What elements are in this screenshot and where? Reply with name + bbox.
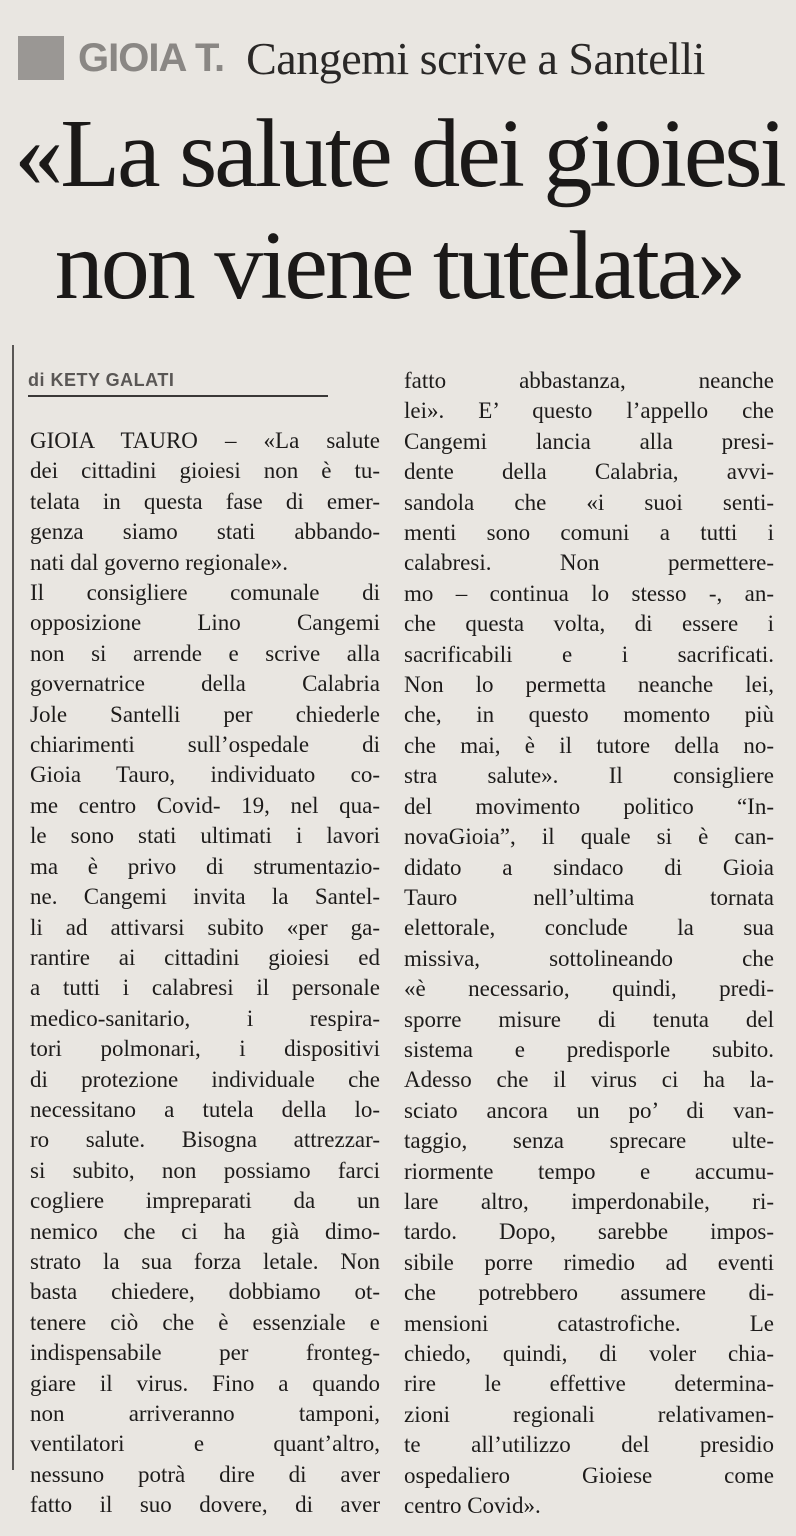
text-line: sibile porre rimedio ad eventi [404,1249,774,1275]
kicker-text: Cangemi scrive a Santelli [246,32,705,84]
text-line: nemico che ci ha già dimo- [30,1218,380,1244]
text-line: basta chiedere, dobbiamo ot- [30,1279,380,1305]
text-line: tori polmonari, i dispositivi [30,1036,380,1062]
text-line: le sono stati ultimati i lavori [30,823,380,849]
text-line: li ad attivarsi subito «per ga- [30,914,380,940]
kicker [18,28,788,88]
text-line: del movimento politico “In- [404,793,774,819]
text-line: necessitano a tutela della lo- [30,1096,380,1122]
text-line: riormente tempo e accumu- [404,1158,774,1184]
text-line: Gioia Tauro, individuato co- [30,762,380,788]
text-line: nessuno potrà dire di aver [30,1461,380,1487]
text-line: zioni regionali relativamen- [404,1401,774,1427]
text-line: centro Covid». [404,1493,541,1519]
text-line: didato a sindaco di Gioia [404,854,774,880]
text-line: che questa volta, di essere i [404,611,774,637]
text-line: mo – continua lo stesso -, an- [404,580,774,606]
text-line: chiarimenti sull’ospedale di [30,732,380,758]
text-line: fatto il suo dovere, di aver [30,1492,380,1518]
text-line: lare altro, imperdonabile, ri- [404,1188,774,1214]
text-line: GIOIA TAURO – «La salute [30,428,380,453]
text-line: medico-sanitario, i respira- [30,1005,380,1031]
text-line: rire le effettive determina- [404,1371,774,1397]
text-line: missiva, sottolineando che [404,945,774,971]
text-line: «è necessario, quindi, predi- [404,976,774,1002]
text-line: chiedo, quindi, di voler chia- [404,1341,774,1366]
text-line: ro salute. Bisogna attrezzar- [30,1127,380,1153]
text-line: sacrificabili e i sacrificati. [404,641,774,667]
text-line: Tauro nell’ultima tornata [404,884,774,910]
section-marker-square [18,36,64,80]
text-line: ma è privo di strumentazio- [30,853,380,879]
text-line: sistema e predisporle subito. [404,1036,774,1062]
text-line: si subito, non possiamo farci [30,1157,380,1183]
text-line: telata in questa fase di emer- [30,488,380,514]
article-column-right [404,366,774,1521]
text-line: dente della Calabria, avvi- [404,459,774,485]
text-line: di protezione individuale che [30,1066,380,1092]
text-line: tardo. Dopo, sarebbe impos- [404,1219,774,1245]
text-line: ospedaliero Gioiese come [404,1462,774,1488]
text-line: non si arrende e scrive alla [30,640,380,666]
article-column-left [30,426,380,1521]
text-line: Il consigliere comunale di [30,580,380,606]
text-line: menti sono comuni a tutti i [404,520,774,546]
text-line: opposizione Lino Cangemi [30,610,380,636]
text-line: sporre misure di tenuta del [404,1006,774,1032]
text-line: te all’utilizzo del presidio [404,1432,774,1458]
text-line: genza siamo stati abbando- [30,519,380,545]
text-line: ne. Cangemi invita la Santel- [30,884,380,910]
left-column-rule [12,345,14,1470]
text-line: me centro Covid- 19, nel qua- [30,792,380,818]
text-line: che, in questo momento più [404,702,774,728]
text-line: elettorale, conclude la sua [404,915,774,941]
text-line: taggio, senza sprecare ulte- [404,1128,774,1154]
text-line: a tutti i calabresi il personale [30,975,380,1001]
text-line: Adesso che il virus ci ha la- [404,1067,774,1093]
text-line: novaGioia”, il quale si è can- [404,824,774,850]
text-line: rantire ai cittadini gioiesi ed [30,944,380,970]
text-line: sciato ancora un po’ di van- [404,1097,774,1123]
text-line: che mai, è il tutore della no- [404,732,774,758]
headline [14,98,784,322]
text-line: calabresi. Non permettere- [404,550,774,576]
text-line: Jole Santelli per chiederle [30,701,380,727]
text-line: Cangemi lancia alla presi- [404,428,774,454]
byline: di KETY GALATI [28,370,328,397]
section-tag: GIOIA T. [78,35,225,80]
headline-line: non viene tutelata» [54,212,744,320]
text-line: sandola che «i suoi senti- [404,489,774,515]
text-line: lei». E’ questo l’appello che [404,398,774,424]
text-line: giare il virus. Fino a quando [30,1370,380,1396]
text-line: fatto abbastanza, neanche [404,368,774,393]
text-line: dei cittadini gioiesi non è tu- [30,458,380,484]
headline-line: «La salute dei gioiesi [14,100,784,208]
text-line: cogliere impreparati da un [30,1188,380,1214]
text-line: ventilatori e quant’altro, [30,1431,380,1457]
text-line: tenere ciò che è essenziale e [30,1309,380,1335]
text-line: che potrebbero assumere di- [404,1280,774,1306]
text-line: mensioni catastrofiche. Le [404,1310,774,1336]
text-line: governatrice della Calabria [30,671,380,697]
text-line: Non lo permetta neanche lei, [404,672,774,698]
text-line: non arriveranno tamponi, [30,1401,380,1426]
text-line: stra salute». Il consigliere [404,763,774,789]
text-line: indispensabile per fronteg- [30,1340,380,1366]
text-line: nati dal governo regionale». [30,549,289,575]
text-line: strato la sua forza letale. Non [30,1248,380,1274]
